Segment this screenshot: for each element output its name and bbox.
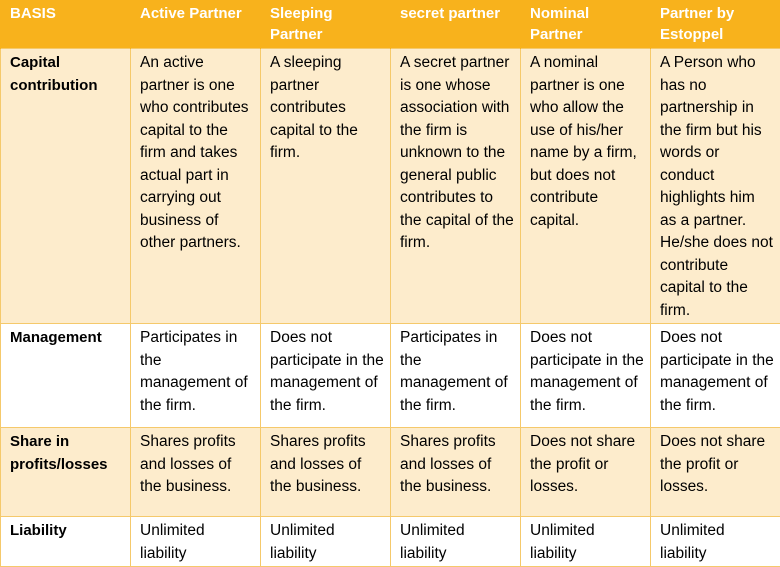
table-cell: A sleeping partner contributes capital to the firm. (261, 49, 391, 324)
table-cell: Unlimited liability (391, 517, 521, 567)
table-cell: Unlimited liability (521, 517, 651, 567)
header-active-partner: Active Partner (131, 0, 261, 49)
table-cell: Participates in the management of the firm. (131, 324, 261, 428)
table-cell: An active partner is one who contributes capital to the firm and takes actual part in carrying out business of other partners. (131, 49, 261, 324)
table-cell: Shares profits and losses of the business. (261, 428, 391, 517)
table-cell: Unlimited liability (651, 517, 780, 567)
table-cell: A secret partner is one whose association with the firm is unknown to the general public contributes to the capital of the firm. (391, 49, 521, 324)
row-label: Management (1, 324, 131, 428)
table-header (1, 0, 780, 49)
table-cell: Participates in the management of the firm. (391, 324, 521, 428)
table-cell: Does not share the profit or losses. (521, 428, 651, 517)
table-cell: Does not participate in the management of the firm. (261, 324, 391, 428)
table-row-liability (1, 517, 780, 567)
table-row-capital-contribution (1, 49, 780, 324)
table-row-share-in-profits-losses (1, 428, 780, 517)
header-partner-by-estoppel: Partner by Estoppel (651, 0, 780, 49)
row-label: Liability (1, 517, 131, 567)
table-row-management (1, 324, 780, 428)
header-basis: BASIS (1, 0, 131, 49)
table-cell: Does not participate in the management of the firm. (651, 324, 780, 428)
table-cell: A nominal partner is one who allow the use of his/her name by a firm, but does not contribute capital. (521, 49, 651, 324)
header-nominal-partner: Nominal Partner (521, 0, 651, 49)
header-secret-partner: secret partner (391, 0, 521, 49)
table-cell: Shares profits and losses of the business. (391, 428, 521, 517)
header-sleeping-partner: Sleeping Partner (261, 0, 391, 49)
table-cell: A Person who has no partnership in the firm but his words or conduct highlights him as a partner. He/she does not contribute capital to the firm. (651, 49, 780, 324)
table-cell: Does not participate in the management of the firm. (521, 324, 651, 428)
table-cell: Unlimited liability (131, 517, 261, 567)
row-label: Capital contribution (1, 49, 131, 324)
header-row (1, 0, 780, 49)
row-label: Share in profits/losses (1, 428, 131, 517)
table-cell: Shares profits and losses of the business. (131, 428, 261, 517)
table-cell: Does not share the profit or losses. (651, 428, 780, 517)
table-body (1, 49, 780, 567)
table-cell: Unlimited liability (261, 517, 391, 567)
